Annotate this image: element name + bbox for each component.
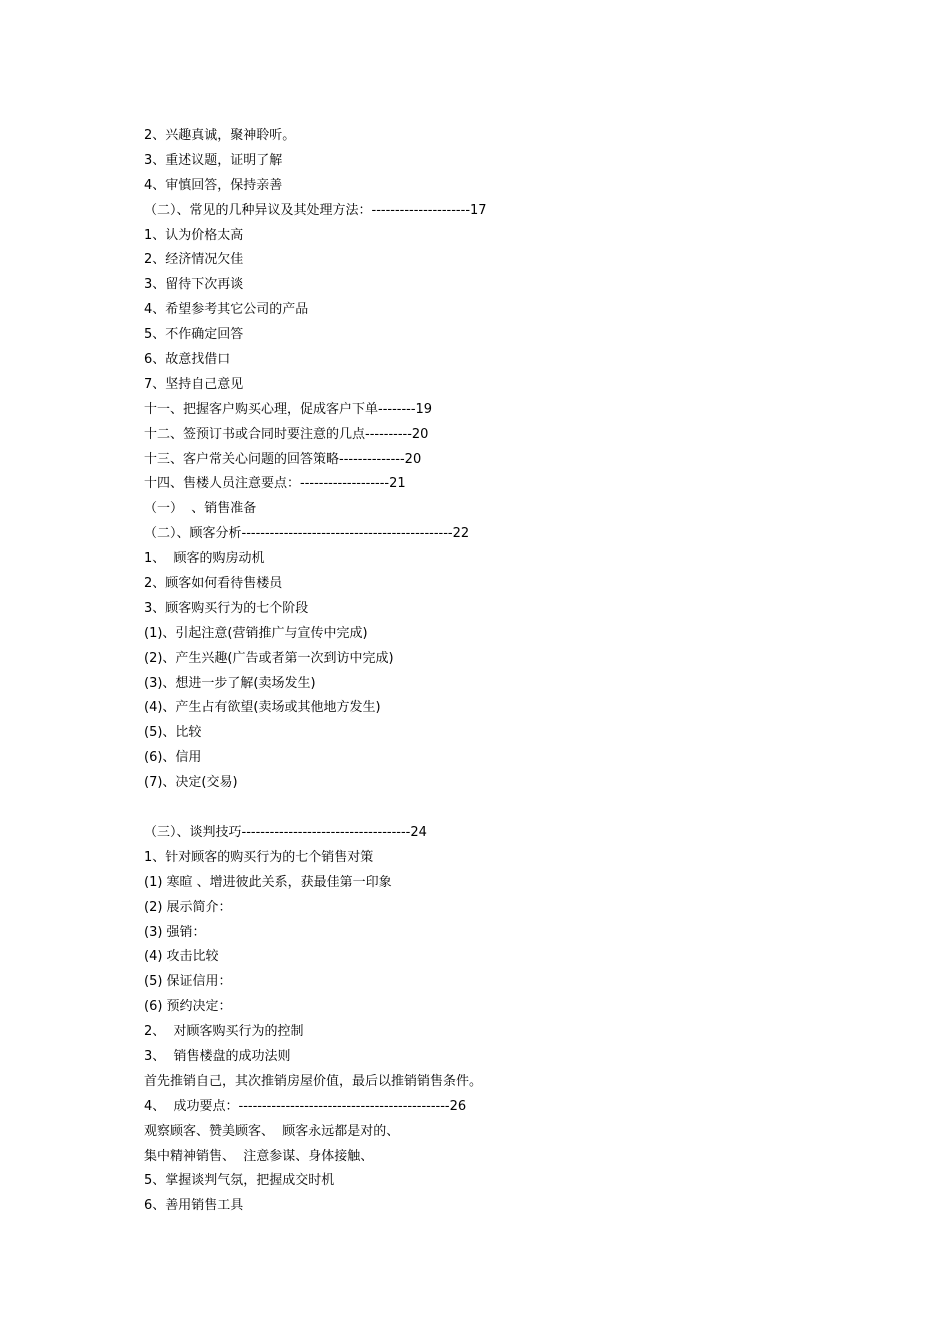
- text-line: 2、经济情况欠佳: [144, 252, 244, 268]
- blank-line: [144, 796, 904, 821]
- text-line: 3、 销售楼盘的成功法则: [144, 1048, 291, 1064]
- text-line: 1、 顾客的购房动机: [144, 551, 265, 567]
- text-line: 6、故意找借口: [144, 352, 231, 368]
- text-line: (4) 攻击比较: [144, 949, 219, 965]
- document-body: [144, 124, 904, 1219]
- text-line: (3) 强销：: [144, 924, 206, 940]
- text-line: 集中精神销售、 注意参谋、身体接触、: [144, 1148, 374, 1164]
- section-heading: （二）、常见的几种异议及其处理方法：---------------------17: [144, 202, 487, 218]
- text-line: 2、兴趣真诚，聚神聆听。: [144, 128, 296, 143]
- text-line: (7)、决定(交易): [144, 775, 238, 791]
- text-line: 7、坚持自己意见: [144, 376, 244, 392]
- section-heading: 十三、客户常关心问题的回答策略--------------20: [144, 451, 422, 467]
- section-heading: （一） 、销售准备: [144, 501, 257, 517]
- section-heading: 十二、签预订书或合同时要注意的几点----------20: [144, 426, 429, 442]
- text-line: 5、不作确定回答: [144, 327, 244, 343]
- section-heading: 十四、售楼人员注意要点：-------------------21: [144, 476, 406, 492]
- text-line: (2)、产生兴趣(广告或者第一次到访中完成): [144, 650, 394, 666]
- text-line: (5) 保证信用：: [144, 974, 232, 990]
- text-line: (6)、信用: [144, 750, 202, 766]
- text-line: 2、顾客如何看待售楼员: [144, 576, 283, 592]
- section-heading: （三）、谈判技巧------------------------------------24: [144, 824, 427, 840]
- section-heading: （二）、顾客分析---------------------------------------------22: [144, 526, 470, 542]
- text-line: (5)、比较: [144, 725, 202, 741]
- text-line: (4)、产生占有欲望(卖场或其他地方发生): [144, 700, 381, 716]
- text-line: 6、善用销售工具: [144, 1198, 244, 1214]
- text-line: 3、留待下次再谈: [144, 277, 244, 293]
- section-heading: 十一、把握客户购买心理，促成客户下单--------19: [144, 401, 433, 417]
- text-line: (2) 展示简介：: [144, 899, 232, 915]
- text-line: (6) 预约决定：: [144, 999, 232, 1015]
- text-line: 首先推销自己，其次推销房屋价值，最后以推销销售条件。: [144, 1073, 483, 1089]
- text-line: 4、审慎回答，保持亲善: [144, 177, 283, 193]
- text-line: (1)、引起注意(营销推广与宣传中完成): [144, 625, 368, 641]
- text-line: 1、针对顾客的购买行为的七个销售对策: [144, 849, 374, 865]
- text-line: 3、顾客购买行为的七个阶段: [144, 600, 309, 616]
- text-line: 3、重述议题，证明了解: [144, 152, 283, 168]
- text-line: 4、希望参考其它公司的产品: [144, 302, 309, 318]
- text-line: 1、认为价格太高: [144, 227, 244, 243]
- text-line: 观察顾客、赞美顾客、 顾客永远都是对的、: [144, 1123, 400, 1139]
- section-heading: 4、 成功要点：---------------------------------------------26: [144, 1098, 467, 1114]
- text-line: 2、 对顾客购买行为的控制: [144, 1024, 304, 1040]
- text-line: (3)、想进一步了解(卖场发生): [144, 675, 316, 691]
- text-line: 5、掌握谈判气氛，把握成交时机: [144, 1173, 335, 1189]
- text-line: (1) 寒暄 、增进彼此关系，获最佳第一印象: [144, 874, 392, 890]
